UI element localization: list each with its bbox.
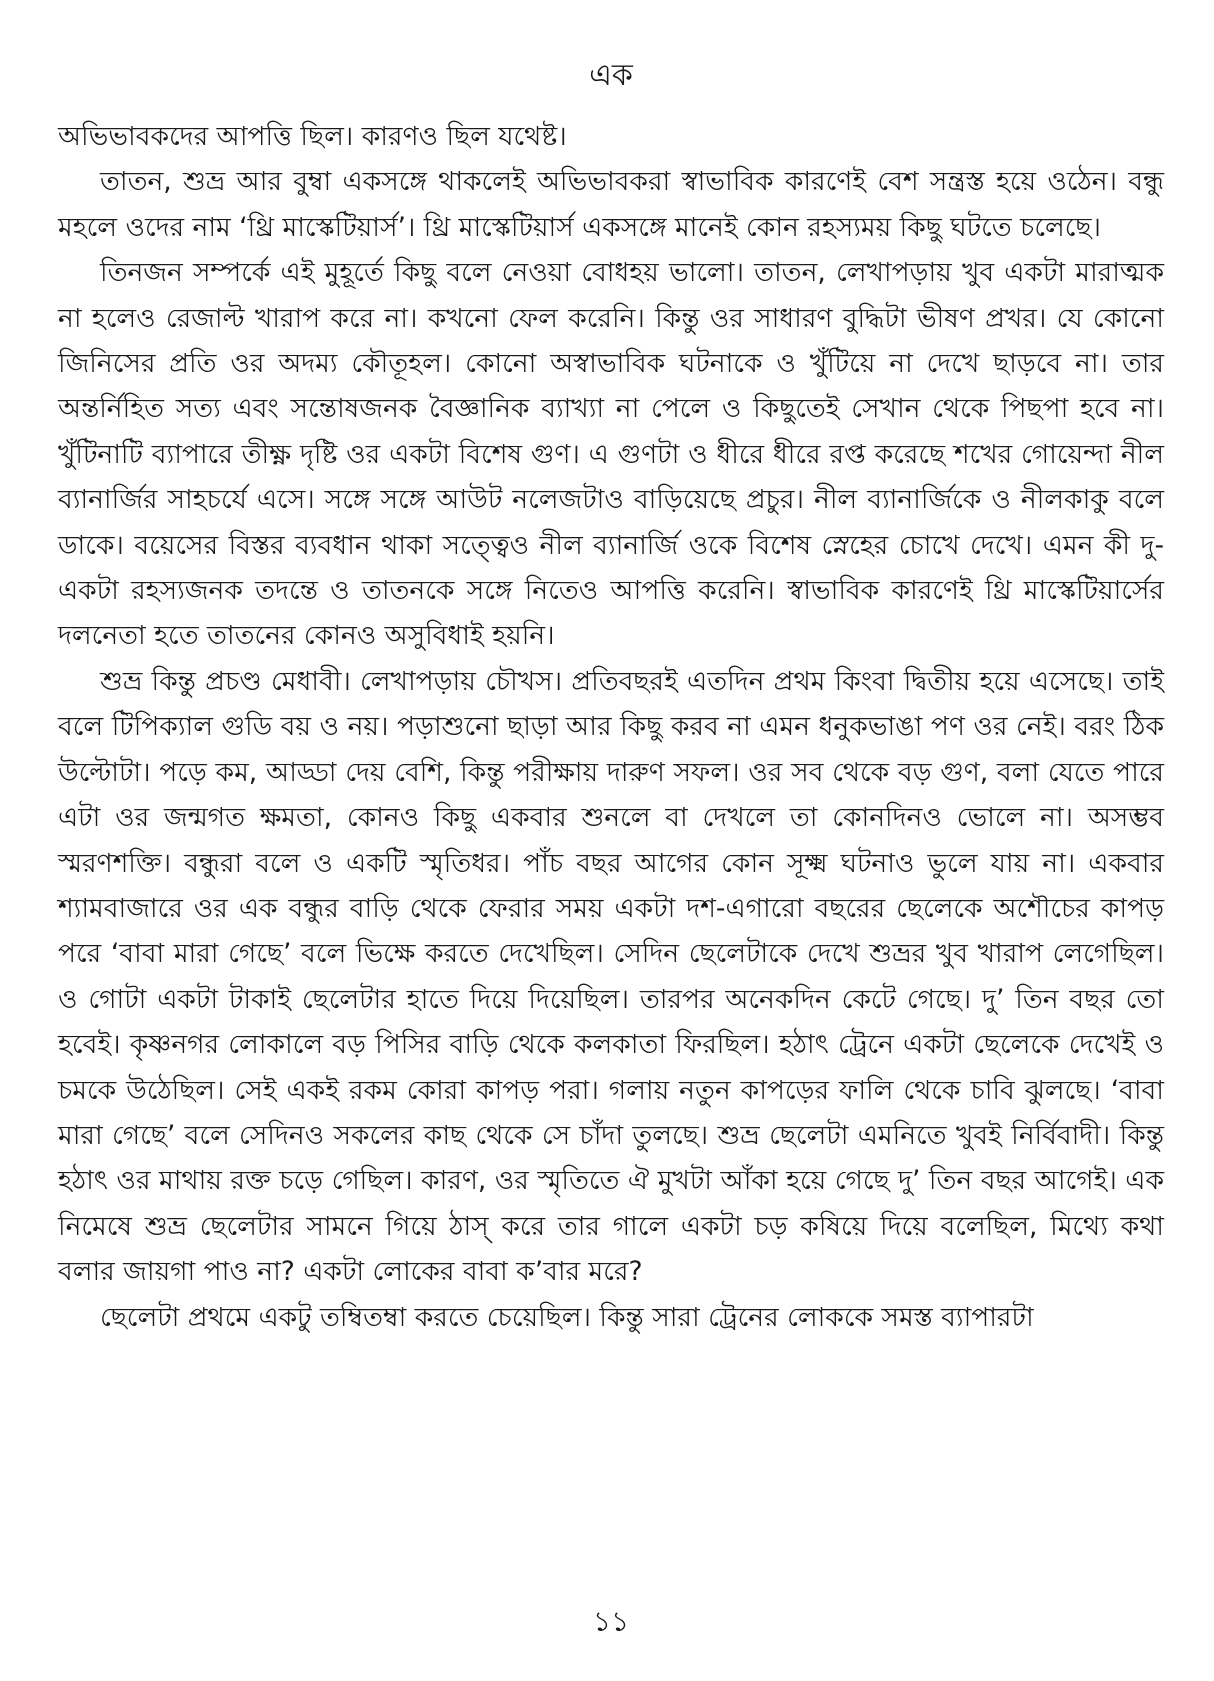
chapter-title: এক bbox=[589, 58, 633, 93]
paragraph-5: ছেলেটা প্রথমে একটু তম্বিতম্বা করতে চেয়েছিল। কিন্তু সারা ট্রেনের লোককে সমস্ত ব্যাপারটা bbox=[100, 1301, 1034, 1333]
paragraph-3: তিনজন সম্পর্কে এই মুহূর্তে কিছু বলে নেওয়া বোধহয় ভালো। তাতন, লেখাপড়ায় খুব একটা মারাত্মক না হলেও রেজাল্ট খারাপ করে না। কখনো ফেল করেনি। কিন্তু ওর সাধারণ বুদ্ধিটা ভীষণ প্রখর। যে কোনো জিনিসের প্রতি ওর অদম্য কৌতূহল। কোনো অস্বাভাবিক ঘটনাকে ও খুঁটিয়ে না দেখে ছাড়বে না। তার অন্তর্নিহিত সত্য এবং সন্তোষজনক বৈজ্ঞানিক ব্যাখ্যা না পেলে ও কিছুতেই সেখান থেকে পিছপা হবে না। খুঁটিনাটি ব্যাপারে তীক্ষ্ণ দৃষ্টি ওর একটা বিশেষ গুণ। এ গুণটা ও ধীরে ধীরে রপ্ত করেছে শখের গোয়েন্দা নীল ব্যানার্জির সাহচর্যে এসে। সঙ্গে সঙ্গে আউট নলেজটাও বাড়িয়েছে প্রচুর। নীল ব্যানার্জিকে ও নীলকাকু বলে ডাকে। বয়েসের বিস্তর ব্যবধান থাকা সত্ত্বেও নীল ব্যানার্জি ওকে বিশেষ স্নেহের চোখে দেখে। এমন কী দু-একটা রহস্যজনক তদন্তে ও তাতনকে সঙ্গে নিতেও আপত্তি করেনি। স্বাভাবিক কারণেই থ্রি মাস্কেটিয়ার্সের দলনেতা হতে তাতনের কোনও অসুবিধাই হয়নি। bbox=[58, 257, 1165, 652]
body-text bbox=[58, 114, 1164, 1340]
paragraph-1: অভিভাবকদের আপত্তি ছিল। কারণও ছিল যথেষ্ট। bbox=[58, 121, 567, 152]
paragraph-4: শুভ্র কিন্তু প্রচণ্ড মেধাবী। লেখাপড়ায় চৌখস। প্রতিবছরই এতদিন প্রথম কিংবা দ্বিতীয় হয়ে এসেছে। তাই বলে টিপিক্যাল গুডি বয় ও নয়। পড়াশুনো ছাড়া আর কিছু করব না এমন ধনুকভাঙা পণ ওর নেই। বরং ঠিক উল্টোটা। পড়ে কম, আড্ডা দেয় বেশি, কিন্তু পরীক্ষায় দারুণ সফল। ওর সব থেকে বড় গুণ, বলা যেতে পারে এটা ওর জন্মগত ক্ষমতা, কোনও কিছু একবার শুনলে বা দেখলে তা কোনদিনও ভোলে না। অসম্ভব স্মরণশক্তি। বন্ধুরা বলে ও একটি স্মৃতিধর। পাঁচ বছর আগের কোন সূক্ষ্ম ঘটনাও ভুলে যায় না। একবার শ্যামবাজারে ওর এক বন্ধুর বাড়ি থেকে ফেরার সময় একটা দশ-এগারো বছরের ছেলেকে অশৌচের কাপড় পরে ‘বাবা মারা গেছে’ বলে ভিক্ষে করতে দেখেছিল। সেদিন ছেলেটাকে দেখে শুভ্রর খুব খারাপ লেগেছিল। ও গোটা একটা টাকাই ছেলেটার হাতে দিয়ে দিয়েছিল। তারপর অনেকদিন কেটে গেছে। দু’ তিন বছর তো হবেই। কৃষ্ণনগর লোকালে বড় পিসির বাড়ি থেকে কলকাতা ফিরছিল। হঠাৎ ট্রেনে একটা ছেলেকে দেখেই ও চমকে উঠেছিল। সেই একই রকম কোরা কাপড় পরা। গলায় নতুন কাপড়ের ফালি থেকে চাবি ঝুলছে। ‘বাবা মারা গেছে’ বলে সেদিনও সকলের কাছ থেকে সে চাঁদা তুলছে। শুভ্র ছেলেটা এমনিতে খুবই নির্বিবাদী। কিন্তু হঠাৎ ওর মাথায় রক্ত চড়ে গেছিল। কারণ, ওর স্মৃতিতে ঐ মুখটা আঁকা হয়ে গেছে দু’ তিন বছর আগেই। এক নিমেষে শুভ্র ছেলেটার সামনে গিয়ে ঠাস্ করে তার গালে একটা চড় কষিয়ে দিয়ে বলেছিল, মিথ্যে কথা বলার জায়গা পাও না? একটা লোকের বাবা ক’বার মরে? bbox=[58, 665, 1164, 1288]
page-number: ১১ bbox=[592, 1605, 630, 1638]
book-page bbox=[58, 56, 1164, 1656]
paragraph-2: তাতন, শুভ্র আর বুম্বা একসঙ্গে থাকলেই অভিভাবকরা স্বাভাবিক কারণেই বেশ সন্ত্রস্ত হয়ে ওঠেন। বন্ধু মহলে ওদের নাম ‘থ্রি মাস্কেটিয়ার্স’। থ্রি মাস্কেটিয়ার্স একসঙ্গে মানেই কোন রহস্যময় কিছু ঘটতে চলেছে। bbox=[58, 166, 1164, 243]
